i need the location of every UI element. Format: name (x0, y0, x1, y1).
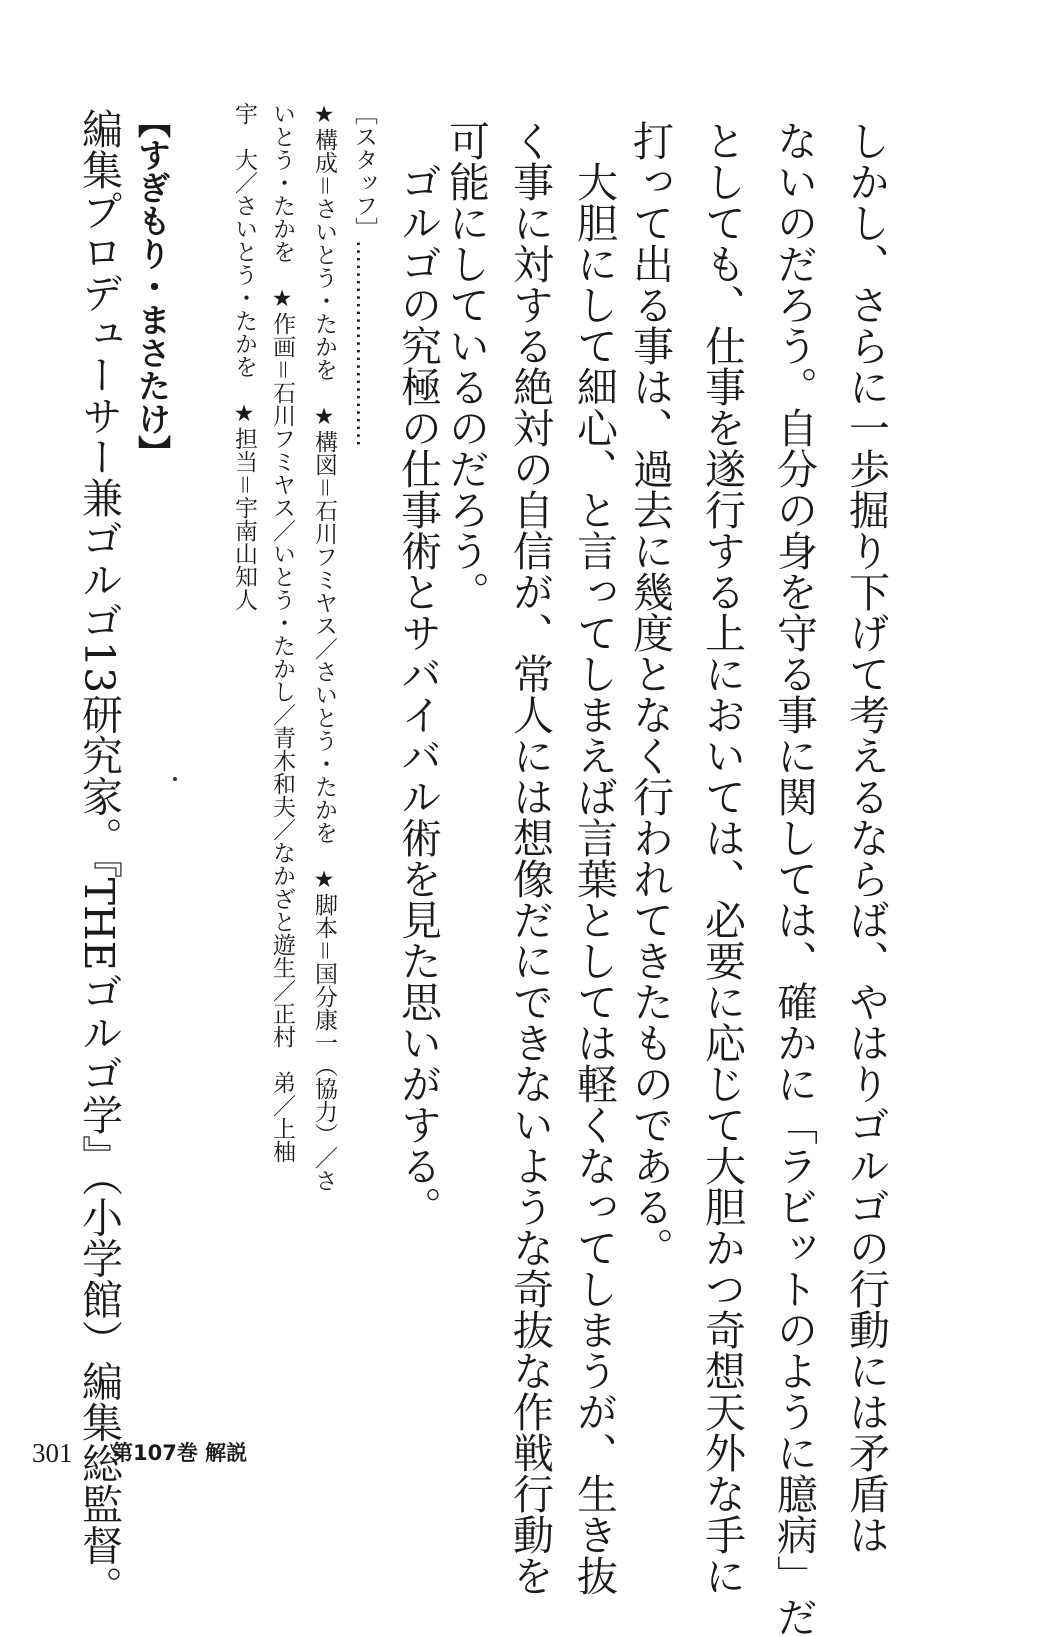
body-column-5: 大胆にして細心、と言ってしまえば言葉としては軽くなってしまうが、生き抜 (570, 120, 618, 1596)
body-column-3: としても、仕事を遂行する上においては、必要に応じて大胆かつ奇想天外な手に (698, 120, 746, 1596)
stray-dot-mark (173, 777, 177, 781)
staff-line-3: 宇 大／さいとう・たかを ★担当＝宇南山知人 (231, 102, 257, 611)
author-heading: 【すぎもり・まさたけ】 (133, 105, 172, 468)
body-column-4: 打って出る事は、過去に幾度となく行われてきたものである。 (626, 120, 674, 1268)
staff-line-2: いとう・たかを ★作画＝石川フミヤス／いとう・たかし／青木和夫／なかざと遊生／正村 弟／上柚 (269, 102, 295, 1163)
staff-heading: ［スタッフ］……………………… (351, 102, 377, 447)
body-column-2: ないのだろう。自分の身を守る事に関しては、確かに「ラビットのように臆病」だ (770, 120, 818, 1637)
body-column-7: 可能にしているのだろう。 (442, 120, 490, 612)
staff-line-1: ★構成＝さいとう・たかを ★構図＝石川フミヤス／さいとう・たかを ★脚本＝国分康一（協力）／さ (311, 102, 337, 1192)
body-column-6: く事に対する絶対の自信が、常人には想像だにできないような奇抜な作戦行動を (506, 120, 554, 1596)
footer-title: 第107巻 解説 (112, 1441, 248, 1465)
page-number: 301 (32, 1438, 73, 1468)
page-footer (0, 1440, 1039, 1470)
author-bio: 編集プロデューサー兼ゴルゴ13研究家。『THEゴルゴ学』（小学館）編集総監督。 (75, 108, 123, 1607)
body-column-8: ゴルゴの究極の仕事術とサバイバル術を見た思いがする。 (394, 120, 442, 1227)
body-column-1: しかし、さらに一歩掘り下げて考えるならば、やはりゴルゴの行動には矛盾は (842, 120, 890, 1555)
